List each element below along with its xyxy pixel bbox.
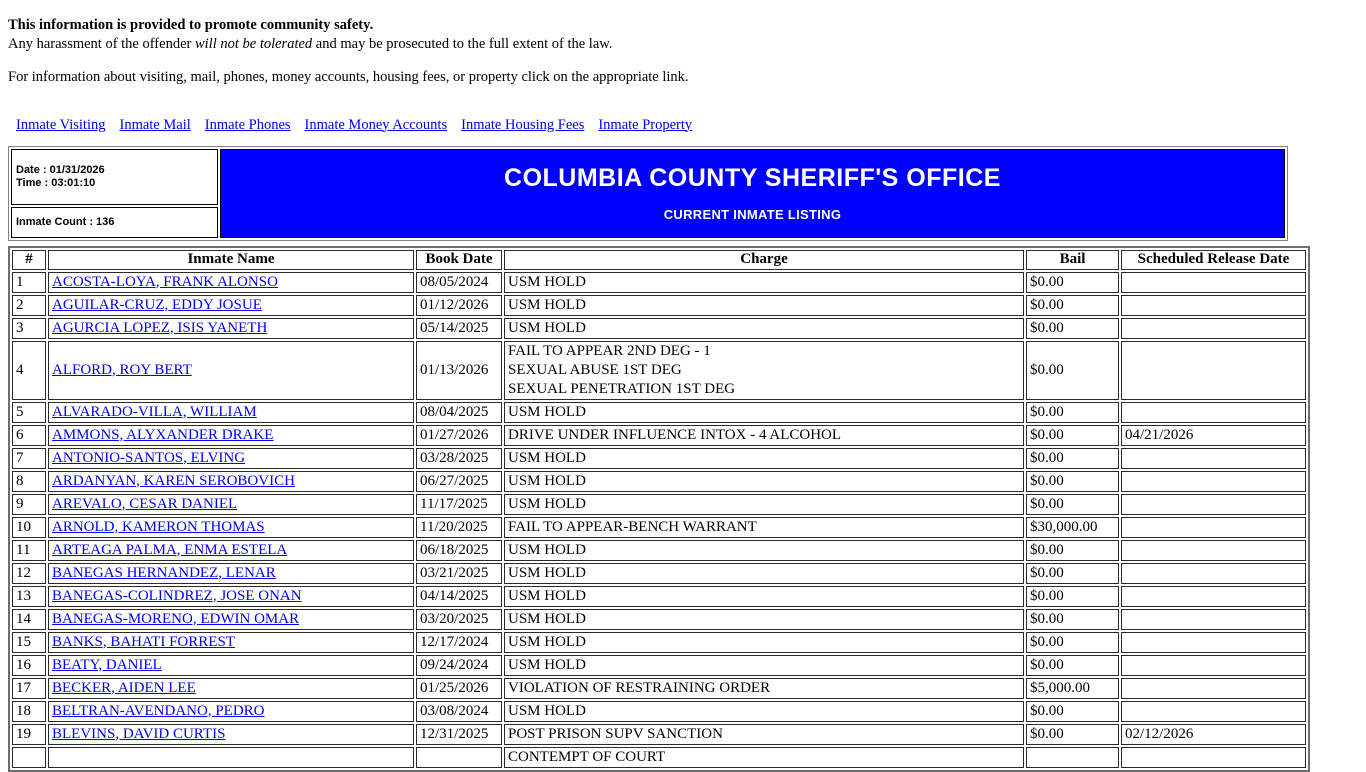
row-number-cell: 17 xyxy=(12,678,46,699)
col-header-bail: Bail xyxy=(1026,250,1119,270)
inmate-nav-links xyxy=(16,117,1366,134)
nav-link-inmate-visiting[interactable]: Inmate Visiting xyxy=(16,116,106,133)
row-number-cell: 11 xyxy=(12,540,46,561)
table-row xyxy=(12,563,1306,584)
info-links-line: For information about visiting, mail, phones, money accounts, housing fees, or property click on the appropriate link. xyxy=(8,69,689,85)
nav-link-inmate-housing-fees[interactable]: Inmate Housing Fees xyxy=(461,116,585,133)
charge-cell xyxy=(504,563,1024,584)
inmate-name-link[interactable]: BANEGAS-MORENO, EDWIN OMAR xyxy=(52,610,300,627)
inmate-name-cell xyxy=(48,402,414,423)
row-number-cell: 16 xyxy=(12,655,46,676)
inmate-name-link[interactable]: AGURCIA LOPEZ, ISIS YANETH xyxy=(52,319,268,336)
table-row xyxy=(12,724,1306,745)
table-row xyxy=(12,402,1306,423)
book-date-cell: 08/04/2025 xyxy=(416,402,502,423)
row-number-cell: 15 xyxy=(12,632,46,653)
charge-cell xyxy=(504,517,1024,538)
release-date-cell xyxy=(1121,341,1306,400)
release-date-cell xyxy=(1121,678,1306,699)
book-date-cell: 11/17/2025 xyxy=(416,494,502,515)
inmate-name-cell xyxy=(48,655,414,676)
charge-cell xyxy=(504,747,1024,768)
row-number-cell: 12 xyxy=(12,563,46,584)
charge-cell xyxy=(504,540,1024,561)
current-time: Time : 03:01:10 xyxy=(16,176,96,189)
charge-cell xyxy=(504,678,1024,699)
table-row xyxy=(12,586,1306,607)
charge-cell xyxy=(504,295,1024,316)
banner-left-panel xyxy=(11,149,218,238)
inmate-name-cell xyxy=(48,341,414,400)
inmate-name-cell xyxy=(48,586,414,607)
charge-line: DRIVE UNDER INFLUENCE INTOX - 4 ALCOHOL xyxy=(508,426,842,443)
table-row xyxy=(12,295,1306,316)
row-number-cell: 10 xyxy=(12,517,46,538)
release-date-cell xyxy=(1121,272,1306,293)
row-number-cell: 14 xyxy=(12,609,46,630)
bail-cell: $0.00 xyxy=(1026,318,1119,339)
inmate-name-link[interactable]: AGUILAR-CRUZ, EDDY JOSUE xyxy=(52,296,262,313)
inmate-name-cell xyxy=(48,517,414,538)
charge-cell xyxy=(504,402,1024,423)
row-number-cell: 3 xyxy=(12,318,46,339)
inmate-name-cell xyxy=(48,540,414,561)
inmate-name-link[interactable]: BECKER, AIDEN LEE xyxy=(52,679,196,696)
inmate-name-link[interactable]: AREVALO, CESAR DANIEL xyxy=(52,495,238,512)
charge-cell xyxy=(504,341,1024,400)
inmate-count-box xyxy=(11,207,218,238)
charge-line: USM HOLD xyxy=(508,702,586,719)
row-number-cell: 7 xyxy=(12,448,46,469)
charge-line: USM HOLD xyxy=(508,587,586,604)
inmate-name-link[interactable]: BANEGAS HERNANDEZ, LENAR xyxy=(52,564,276,581)
charge-cell xyxy=(504,724,1024,745)
inmate-name-cell xyxy=(48,272,414,293)
inmate-name-cell xyxy=(48,471,414,492)
bail-cell: $0.00 xyxy=(1026,272,1119,293)
charge-cell xyxy=(504,272,1024,293)
inmate-name-cell xyxy=(48,494,414,515)
charge-line: USM HOLD xyxy=(508,273,586,290)
table-row xyxy=(12,318,1306,339)
charge-cell xyxy=(504,494,1024,515)
inmate-name-link[interactable]: BANEGAS-COLINDREZ, JOSE ONAN xyxy=(52,587,302,604)
book-date-cell: 08/05/2024 xyxy=(416,272,502,293)
table-row xyxy=(12,747,1306,768)
release-date-cell xyxy=(1121,517,1306,538)
nav-link-inmate-money-accounts[interactable]: Inmate Money Accounts xyxy=(304,116,448,133)
inmate-name-link[interactable]: BEATY, DANIEL xyxy=(52,656,162,673)
row-number-cell: 9 xyxy=(12,494,46,515)
release-date-cell xyxy=(1121,448,1306,469)
inmate-name-cell xyxy=(48,701,414,722)
release-date-cell xyxy=(1121,609,1306,630)
charge-line: USM HOLD xyxy=(508,472,586,489)
row-number-cell: 1 xyxy=(12,272,46,293)
inmate-name-link[interactable]: BANKS, BAHATI FORREST xyxy=(52,633,235,650)
notice-prefix: Any harassment of the offender xyxy=(8,35,195,52)
book-date-cell: 01/25/2026 xyxy=(416,678,502,699)
bail-cell: $0.00 xyxy=(1026,609,1119,630)
row-number-cell: 18 xyxy=(12,701,46,722)
inmate-name-link[interactable]: ALFORD, ROY BERT xyxy=(52,361,192,378)
charge-cell xyxy=(504,609,1024,630)
notice-harassment-line xyxy=(8,35,1366,54)
book-date-cell: 01/12/2026 xyxy=(416,295,502,316)
release-date-cell xyxy=(1121,701,1306,722)
bail-cell: $0.00 xyxy=(1026,295,1119,316)
charge-line: FAIL TO APPEAR 2ND DEG - 1 xyxy=(508,342,711,359)
bail-cell: $0.00 xyxy=(1026,724,1119,745)
bail-cell: $30,000.00 xyxy=(1026,517,1119,538)
nav-link-inmate-phones[interactable]: Inmate Phones xyxy=(204,116,291,133)
inmate-name-link[interactable]: ANTONIO-SANTOS, ELVING xyxy=(52,449,246,466)
table-row xyxy=(12,272,1306,293)
bail-cell xyxy=(1026,747,1119,768)
inmate-name-link[interactable]: ARNOLD, KAMERON THOMAS xyxy=(52,518,265,535)
table-row xyxy=(12,701,1306,722)
table-row xyxy=(12,471,1306,492)
charge-cell xyxy=(504,318,1024,339)
charge-line: USM HOLD xyxy=(508,296,586,313)
blue-title-banner xyxy=(220,149,1285,238)
inmate-name-cell xyxy=(48,448,414,469)
book-date-cell: 03/08/2024 xyxy=(416,701,502,722)
inmate-name-link[interactable]: ARDANYAN, KAREN SEROBOVICH xyxy=(52,472,295,489)
inmate-name-link[interactable]: ALVARADO-VILLA, WILLIAM xyxy=(52,403,257,420)
inmate-name-link[interactable]: ARTEAGA PALMA, ENMA ESTELA xyxy=(52,541,288,558)
safety-notice xyxy=(8,16,1366,87)
charge-line: USM HOLD xyxy=(508,541,586,558)
release-date-cell xyxy=(1121,586,1306,607)
book-date-cell: 05/14/2025 xyxy=(416,318,502,339)
nav-link-inmate-mail[interactable]: Inmate Mail xyxy=(119,116,191,133)
book-date-cell: 03/21/2025 xyxy=(416,563,502,584)
listing-subtitle: CURRENT INMATE LISTING xyxy=(663,207,842,222)
charge-line: VIOLATION OF RESTRAINING ORDER xyxy=(508,679,771,696)
book-date-cell: 03/20/2025 xyxy=(416,609,502,630)
row-number-cell: 8 xyxy=(12,471,46,492)
bail-cell: $0.00 xyxy=(1026,586,1119,607)
release-date-cell xyxy=(1121,318,1306,339)
nav-link-inmate-property[interactable]: Inmate Property xyxy=(598,116,693,133)
header-banner xyxy=(8,146,1288,241)
bail-cell: $0.00 xyxy=(1026,563,1119,584)
book-date-cell: 09/24/2024 xyxy=(416,655,502,676)
book-date-cell: 11/20/2025 xyxy=(416,517,502,538)
col-header-number: # xyxy=(12,250,46,270)
inmate-name-cell xyxy=(48,678,414,699)
table-row xyxy=(12,655,1306,676)
row-number-cell: 13 xyxy=(12,586,46,607)
charge-line: USM HOLD xyxy=(508,610,586,627)
col-header-release-date: Scheduled Release Date xyxy=(1121,250,1306,270)
row-number-cell: 6 xyxy=(12,425,46,446)
row-number-cell: 2 xyxy=(12,295,46,316)
charge-line: USM HOLD xyxy=(508,449,586,466)
bail-cell: $5,000.00 xyxy=(1026,678,1119,699)
book-date-cell: 01/27/2026 xyxy=(416,425,502,446)
notice-italic-phrase: will not be tolerated xyxy=(194,35,313,52)
col-header-charge: Charge xyxy=(504,250,1024,270)
charge-line: FAIL TO APPEAR-BENCH WARRANT xyxy=(508,518,757,535)
release-date-cell: 02/12/2026 xyxy=(1121,724,1306,745)
release-date-cell xyxy=(1121,632,1306,653)
inmate-name-cell xyxy=(48,295,414,316)
release-date-cell xyxy=(1121,563,1306,584)
charge-line: USM HOLD xyxy=(508,403,586,420)
table-row xyxy=(12,632,1306,653)
charge-line: USM HOLD xyxy=(508,564,586,581)
charge-line: USM HOLD xyxy=(508,633,586,650)
release-date-cell xyxy=(1121,655,1306,676)
table-row xyxy=(12,494,1306,515)
table-row xyxy=(12,609,1306,630)
inmate-name-cell xyxy=(48,609,414,630)
bail-cell: $0.00 xyxy=(1026,471,1119,492)
bail-cell: $0.00 xyxy=(1026,448,1119,469)
charge-cell xyxy=(504,632,1024,653)
charge-cell xyxy=(504,655,1024,676)
book-date-cell: 03/28/2025 xyxy=(416,448,502,469)
book-date-cell: 12/31/2025 xyxy=(416,724,502,745)
inmate-name-link[interactable]: BELTRAN-AVENDANO, PEDRO xyxy=(52,702,265,719)
table-row xyxy=(12,540,1306,561)
bail-cell: $0.00 xyxy=(1026,701,1119,722)
table-row xyxy=(12,517,1306,538)
book-date-cell xyxy=(416,747,502,768)
row-number-cell: 19 xyxy=(12,724,46,745)
inmate-name-cell xyxy=(48,747,414,768)
row-number-cell xyxy=(12,747,46,768)
date-time-box xyxy=(11,149,218,205)
table-row xyxy=(12,448,1306,469)
release-date-cell xyxy=(1121,747,1306,768)
bail-cell: $0.00 xyxy=(1026,341,1119,400)
charge-line: USM HOLD xyxy=(508,495,586,512)
row-number-cell: 4 xyxy=(12,341,46,400)
table-row xyxy=(12,678,1306,699)
charge-cell xyxy=(504,701,1024,722)
bail-cell: $0.00 xyxy=(1026,655,1119,676)
col-header-inmate-name: Inmate Name xyxy=(48,250,414,270)
release-date-cell xyxy=(1121,295,1306,316)
inmate-name-cell xyxy=(48,563,414,584)
inmate-name-cell xyxy=(48,318,414,339)
charge-line: POST PRISON SUPV SANCTION xyxy=(508,725,723,742)
notice-suffix: and may be prosecuted to the full extent of the law. xyxy=(312,35,613,52)
inmate-name-link[interactable]: ACOSTA-LOYA, FRANK ALONSO xyxy=(52,273,278,290)
office-title: COLUMBIA COUNTY SHERIFF'S OFFICE xyxy=(504,164,1001,192)
table-header-row xyxy=(12,250,1306,270)
release-date-cell xyxy=(1121,540,1306,561)
book-date-cell: 04/14/2025 xyxy=(416,586,502,607)
inmate-name-link[interactable]: AMMONS, ALYXANDER DRAKE xyxy=(52,426,274,443)
bail-cell: $0.00 xyxy=(1026,632,1119,653)
notice-bold-line: This information is provided to promote community safety. xyxy=(8,17,374,33)
charge-line: USM HOLD xyxy=(508,319,586,336)
release-date-cell xyxy=(1121,402,1306,423)
bail-cell: $0.00 xyxy=(1026,494,1119,515)
book-date-cell: 01/13/2026 xyxy=(416,341,502,400)
bail-cell: $0.00 xyxy=(1026,402,1119,423)
inmate-count: Inmate Count : 136 xyxy=(16,216,115,228)
release-date-cell xyxy=(1121,494,1306,515)
col-header-book-date: Book Date xyxy=(416,250,502,270)
bail-cell: $0.00 xyxy=(1026,540,1119,561)
release-date-cell: 04/21/2026 xyxy=(1121,425,1306,446)
inmate-table xyxy=(8,246,1310,772)
inmate-name-cell xyxy=(48,724,414,745)
charge-line: SEXUAL PENETRATION 1ST DEG xyxy=(508,380,736,397)
current-date: Date : 01/31/2026 xyxy=(16,163,105,176)
charge-cell xyxy=(504,425,1024,446)
book-date-cell: 12/17/2024 xyxy=(416,632,502,653)
book-date-cell: 06/27/2025 xyxy=(416,471,502,492)
charge-cell xyxy=(504,586,1024,607)
charge-line: USM HOLD xyxy=(508,656,586,673)
inmate-name-cell xyxy=(48,632,414,653)
charge-cell xyxy=(504,448,1024,469)
row-number-cell: 5 xyxy=(12,402,46,423)
charge-line: SEXUAL ABUSE 1ST DEG xyxy=(508,361,682,378)
table-row xyxy=(12,341,1306,400)
inmate-name-link[interactable]: BLEVINS, DAVID CURTIS xyxy=(52,725,226,742)
charge-line: CONTEMPT OF COURT xyxy=(508,748,666,765)
bail-cell: $0.00 xyxy=(1026,425,1119,446)
charge-cell xyxy=(504,471,1024,492)
release-date-cell xyxy=(1121,471,1306,492)
table-row xyxy=(12,425,1306,446)
inmate-name-cell xyxy=(48,425,414,446)
book-date-cell: 06/18/2025 xyxy=(416,540,502,561)
